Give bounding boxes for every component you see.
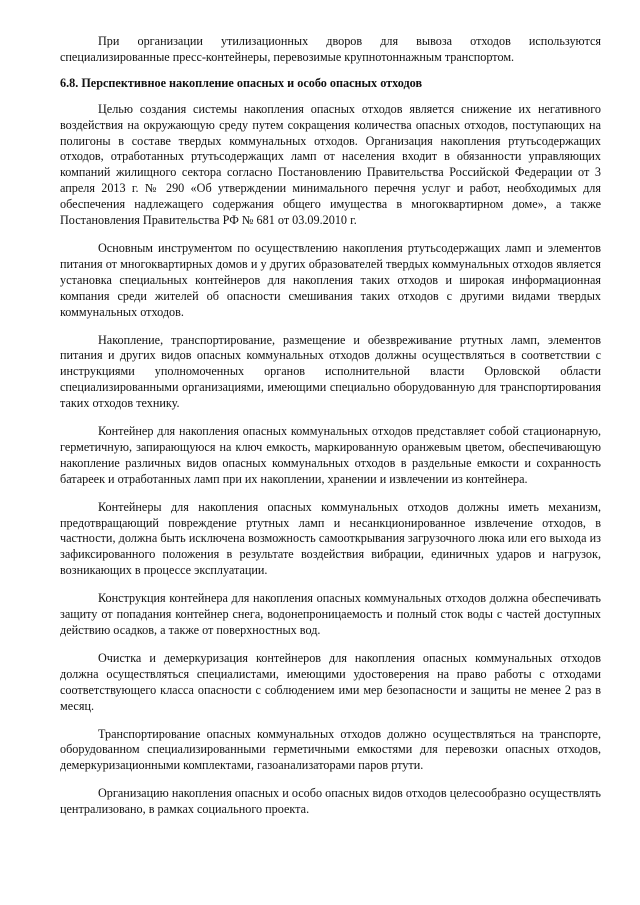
paragraph-6: Конструкция контейнера для накопления опасных коммунальных отходов должна обеспечивать защиту от попадания контейнер снега, водонепроницаемость и полный сток воды с частей доступных действию осадков, а также от поверхностных вод. [60, 591, 601, 637]
document-page [60, 34, 601, 818]
intro-paragraph: При организации утилизационных дворов для вывоза отходов используются специализированные пресс-контейнеры, перевозимые крупнотоннажным транспортом. [60, 34, 601, 64]
paragraph-9: Организацию накопления опасных и особо опасных видов отходов целесообразно осуществлять централизовано, в рамках социального проекта. [60, 786, 601, 817]
paragraph-8: Транспортирование опасных коммунальных отходов должно осуществляться на транспорте, оборудованном специализированными герметичными емкостями для перевозки опасных отходов, демеркуризационными комплектами, газоанализаторами паров ртути. [60, 726, 601, 773]
section-number: 6.8. [60, 75, 79, 90]
section-title: Перспективное накопление опасных и особо опасных отходов [81, 75, 423, 90]
paragraph-7: Очистка и демеркуризация контейнеров для накопления опасных коммунальных отходов должна осуществляться специалистами, имеющими удостоверения на право работы с отходами соответствующего класса опасности с соблюдением ими мер безопасности и защиты не менее 2 раз в месяц. [60, 650, 601, 713]
paragraph-3: Накопление, транспортирование, размещение и обезвреживание ртутных ламп, элементов питания и других видов опасных коммунальных отходов должны осуществляться в соответствии с инструкциями уполномоченных органов исполнительной власти Орловской области специализированными организациями, имеющими специально оборудованную для транспортирования таких отходов технику. [60, 332, 601, 411]
paragraph-5: Контейнеры для накопления опасных коммунальных отходов должны иметь механизм, предотвращающий повреждение ртутных ламп и несанкционированное извлечение отходов, в частности, должна быть исключена возможность самооткрывания загрузочного люка или его выхода из зафиксированного положения в результате воздействия вибрации, единичных ударов и нагрузок, возникающих в процессе эксплуатации. [60, 499, 601, 578]
paragraph-4: Контейнер для накопления опасных коммунальных отходов представляет собой стационарную, герметичную, запирающуюся на ключ емкость, маркированную оранжевым цветом, обеспечивающую накопление различных видов опасных коммунальных отходов в раздельные емкости и сохранность батареек и отработанных ламп при их накоплении, хранении и извлечении из контейнера. [60, 424, 601, 486]
section-heading [60, 76, 601, 92]
paragraph-2: Основным инструментом по осуществлению накопления ртутьсодержащих ламп и элементов питания от многоквартирных домов и у других образователей твердых коммунальных отходов является установка специальных контейнеров для накопления таких отходов и широкая информационная компания среди жителей об опасности смешивания таких отходов с другими видами твердых коммунальных отходов. [60, 240, 601, 319]
paragraph-1: Целью создания системы накопления опасных отходов является снижение их негативного воздействия на окружающую среду путем сокращения количества опасных отходов, поступающих на полигоны в составе твердых коммунальных отходов. Организация накопления ртутьсодержащих отходов, отработанных ртутьсодержащих ламп от населения входит в обязанности управляющих компаний жилищного сектора согласно Постановлению Правительства Российской Федерации от 3 апреля 2013 г. № 290 «Об утверждении минимального перечня услуг и работ, необходимых для обеспечения надлежащего содержания общего имущества в многоквартирном доме», а также Постановления Правительства РФ № 681 от 03.09.2010 г. [60, 101, 601, 228]
